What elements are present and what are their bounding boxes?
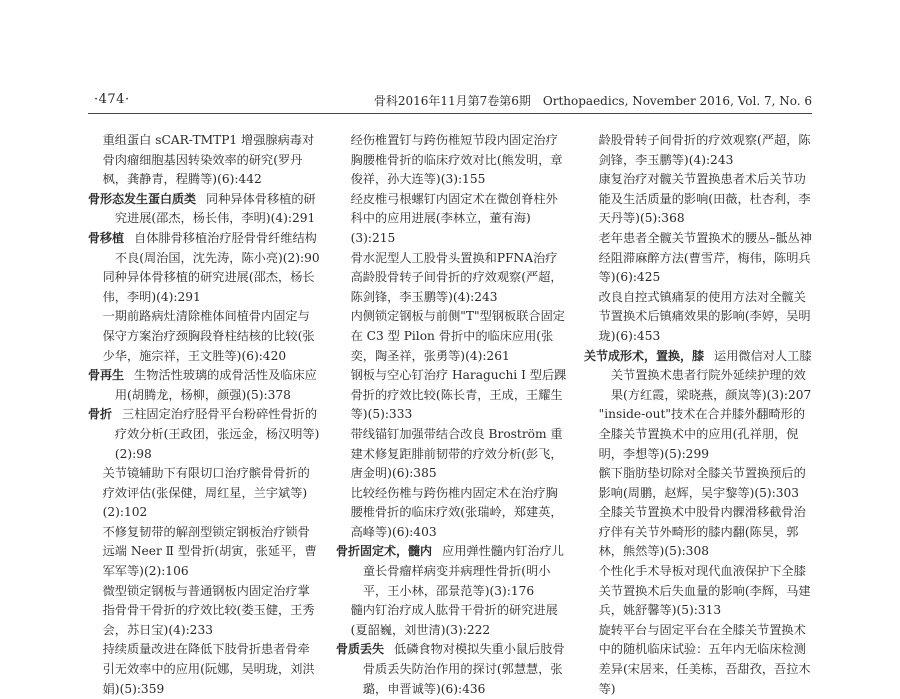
entry-citation: 骨水泥型人工股骨头置换和PFNA治疗高龄股骨转子间骨折的疗效观察(严超，陈剑锋，李玉鹏等)(4):243	[350, 250, 563, 304]
index-entry	[336, 249, 569, 308]
subject-term: 骨移植	[88, 230, 125, 245]
entry-citation: 髌下脂肪垫切除对全膝关节置换预后的影响(周鹏，赵辉，吴宇黎等)(5):303	[598, 466, 806, 500]
index-entry	[584, 503, 817, 562]
index-entry	[88, 405, 320, 464]
entry-citation: 钢板与空心钉治疗 Haraguchi Ⅰ 型后踝骨折的疗效比较(陈长青，王成，王耀生等)(5):333	[350, 368, 567, 422]
subject-term: 关节成形术，置换，膝	[584, 348, 705, 363]
entry-citation: 同种异体骨移植的研究进展(邵杰，杨长伟，李明)(4):291	[114, 191, 316, 226]
index-entry	[336, 307, 569, 366]
entry-citation: 不修复韧带的解剖型锁定钢板治疗锁骨远端 Neer Ⅱ 型骨折(胡寅，张延平，曹军军等)(2):106	[102, 524, 317, 579]
index-entry	[336, 484, 569, 543]
index-entry	[584, 131, 817, 170]
entry-citation: 生物活性玻璃的成骨活性及临床应用(胡腾龙，杨柳，颜强)(5):378	[114, 368, 317, 402]
index-column-2	[336, 131, 569, 696]
subject-term: 骨形态发生蛋白质类	[88, 191, 197, 206]
index-entry	[584, 405, 817, 464]
index-entry	[584, 621, 817, 699]
index-entry	[336, 131, 569, 190]
entry-citation: 重组蛋白 sCAR-TMTP1 增强腺病毒对骨肉瘤细胞基因转染效率的研究(罗丹枫，龚静青，程腾等)(6):442	[102, 133, 315, 187]
index-entry	[88, 131, 320, 190]
index-entry	[584, 464, 817, 503]
index-entry	[584, 288, 817, 347]
index-entry	[88, 464, 320, 523]
entry-citation: 髓内钉治疗成人肱骨干骨折的研究进展(夏韶巍，刘世清)(3):222	[350, 603, 558, 637]
index-entry	[88, 366, 320, 405]
entry-citation: 内侧锁定钢板与前侧"T"型钢板联合固定在 C3 型 Pilon 骨折中的临床应用(张奕，陶圣祥，张勇等)(4):261	[350, 309, 565, 363]
index-entry	[88, 523, 320, 582]
entry-citation: 龄股骨转子间骨折的疗效观察(严超，陈剑锋，李玉鹏等)(4):243	[598, 133, 811, 167]
entry-citation: 同种异体骨移植的研究进展(邵杰，杨长伟，李明)(4):291	[102, 270, 315, 304]
entry-citation: 微型锁定钢板与普通钢板内固定治疗掌指骨骨干骨折的疗效比较(娄玉健，王秀会，苏日宝)(4):233	[102, 583, 315, 637]
subject-term: 骨再生	[88, 368, 125, 383]
subject-term: 骨折	[88, 407, 113, 422]
index-column-1	[88, 131, 320, 696]
index-entry	[336, 190, 569, 249]
index-entry	[88, 582, 320, 641]
index-entry	[88, 229, 320, 268]
entry-citation: 个性化手术导板对现代血液保护下全膝关节置换术后失血量的影响(李辉，马建兵，姚舒馨等)(5):313	[598, 564, 811, 618]
entry-citation: 三柱固定治疗胫骨平台粉碎性骨折的疗效分析(王政团，张远金，杨汉明等)(2):98	[114, 407, 320, 461]
entry-citation: 全膝关节置换术中股骨内髁滑移截骨治疗伴有关节外畸形的膝内翻(陈昊，郭林，熊然等)(5):308	[598, 505, 806, 559]
journal-running-header: 骨科2016年11月第7卷第6期 Orthopaedics, November 2016, Vol. 7, No. 6	[373, 94, 812, 108]
entry-citation: 经皮椎弓根螺钉内固定术在微创脊柱外科中的应用进展(李林立，董有海)(3):215	[350, 191, 558, 245]
subject-term: 骨折固定术，髓内	[336, 544, 433, 559]
entry-citation: 低磷食物对模拟失重小鼠后肢骨骨质丢失防治作用的探讨(郭慧慧，张璐，申晋诚等)(6):436	[362, 642, 565, 696]
index-entry	[336, 425, 569, 484]
index-entry	[336, 366, 569, 425]
header-divider	[88, 113, 812, 114]
entry-citation: 经伤椎置钉与跨伤椎短节段内固定治疗胸腰椎骨折的临床疗效对比(熊发明，章俊祥，孙大连等)(3):155	[350, 133, 563, 187]
entry-citation: 带线锚钉加强带结合改良 Broström 重建术修复距腓前韧带的疗效分析(彭飞，唐金明)(6):385	[350, 426, 563, 481]
index-entry	[584, 562, 817, 621]
index-entry	[88, 190, 320, 229]
index-column-3	[584, 131, 817, 696]
index-entry	[336, 601, 569, 640]
entry-citation: 关节镜辅助下有限切口治疗髌骨骨折的疗效评估(张保健，周红星，兰宇斌等)(2):102	[102, 466, 310, 520]
entry-citation: 旋转平台与固定平台在全膝关节置换术中的随机临床试验：五年内无临床检测差异(宋居来，任美栋，吾甜孜，吾拉木等)	[598, 622, 811, 696]
entry-citation: 自体腓骨移植治疗胫骨骨纤维结构不良(周治国，沈先涛，陈小亮)(2):90	[114, 230, 320, 265]
page-number: ·474·	[94, 92, 130, 107]
index-entry	[584, 229, 817, 288]
subject-term: 骨质丢失	[336, 642, 385, 657]
index-entry	[336, 542, 569, 601]
index-entry	[336, 640, 569, 699]
index-entry	[584, 347, 817, 406]
entry-citation: 康复治疗对髋关节置换患者术后关节功能及生活质量的影响(田薇，杜杏利，李天丹等)(5):368	[598, 172, 811, 226]
index-entry	[88, 268, 320, 307]
index-entry	[88, 640, 320, 699]
entry-citation: 持续质量改进在降低下肢骨折患者骨牵引无效率中的应用(阮娜，吴明珑，刘洪娟)(5):359	[102, 642, 315, 696]
entry-citation: 改良自控式镇痛泵的使用方法对全髋关节置换术后镇痛效果的影响(李婷，吴明珑)(6):453	[598, 289, 811, 343]
entry-citation: 一期前路病灶清除椎体间植骨内固定与保守方案治疗颈胸段脊柱结核的比较(张少华，施宗祥，王文胜等)(6):420	[102, 309, 315, 363]
entry-citation: 比较经伤椎与跨伤椎内固定术在治疗胸腰椎骨折的临床疗效(张瑞岭，郑建英，高峰等)(6):403	[350, 485, 563, 539]
entry-citation: 运用微信对人工膝关节置换术患者行院外延续护理的效果(方红霞，梁晓燕，颜岚等)(3):207	[610, 348, 812, 402]
entry-citation: 老年患者全髋关节置换术的腰丛–骶丛神经阻滞麻醉方法(曹雪芹，梅伟，陈明兵等)(6):425	[598, 230, 812, 285]
index-entry	[584, 170, 817, 229]
entry-citation: 应用弹性髓内钉治疗儿童长骨瘤样病变并病理性骨折(明小平，王小林，邵景范等)(3):176	[362, 544, 564, 598]
index-entry	[88, 307, 320, 366]
entry-citation: "inside-out"技术在合并膝外翻畸形的全膝关节置换术中的应用(孔祥朋，倪明，李想等)(5):299	[598, 407, 806, 461]
